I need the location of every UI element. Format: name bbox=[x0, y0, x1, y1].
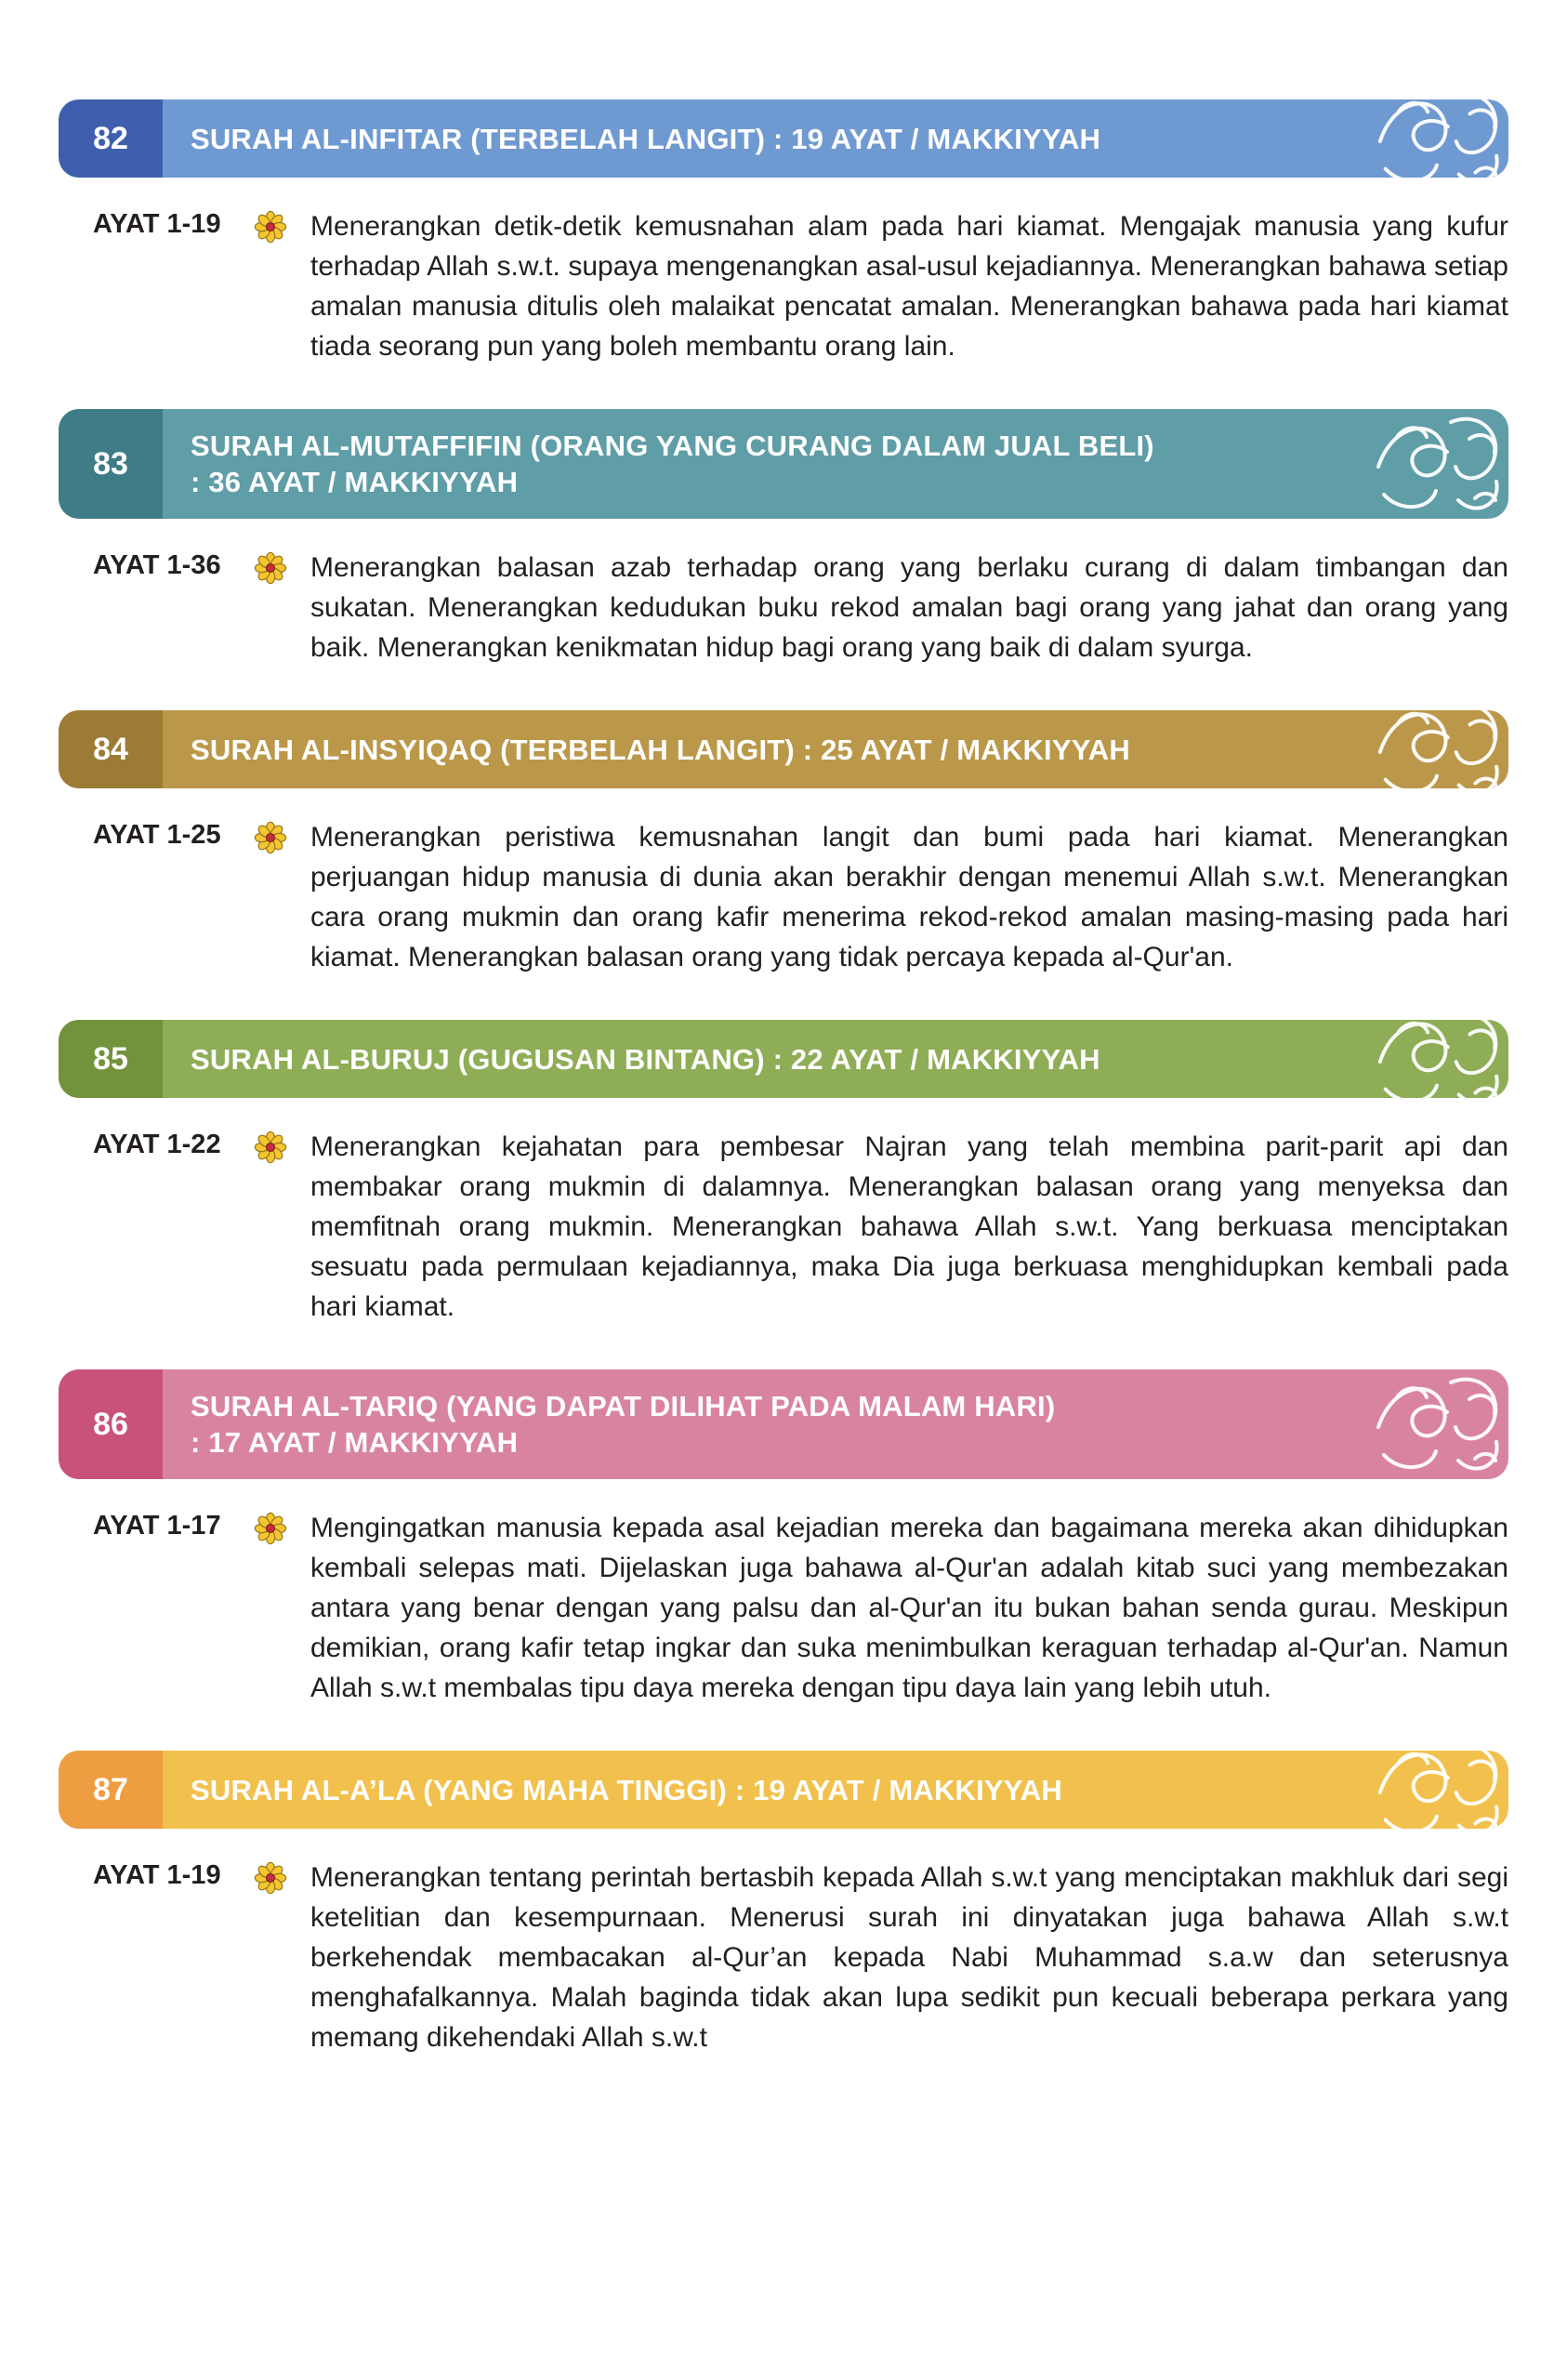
ayat-row bbox=[59, 817, 1508, 977]
flower-bullet-icon bbox=[254, 1130, 287, 1164]
flower-bullet-icon bbox=[254, 551, 287, 585]
surah-title-line1: SURAH AL-INSYIQAQ (TERBELAH LANGIT) : 25 AYAT / MAKKIYYAH bbox=[191, 733, 1130, 766]
surah-title bbox=[163, 409, 1508, 519]
surah-title bbox=[163, 1020, 1508, 1098]
ayat-range-label: AYAT 1-25 bbox=[93, 820, 221, 850]
ayat-range-label: AYAT 1-17 bbox=[93, 1511, 221, 1540]
surah-title bbox=[163, 1369, 1508, 1479]
surah-section bbox=[59, 1751, 1508, 2057]
surah-number-badge bbox=[59, 99, 163, 178]
ayat-row bbox=[59, 1508, 1508, 1708]
ayat-range-label: AYAT 1-19 bbox=[93, 209, 221, 239]
surah-title-line1: SURAH AL-INFITAR (TERBELAH LANGIT) : 19 AYAT / MAKKIYYAH bbox=[191, 122, 1101, 155]
ayat-row bbox=[59, 548, 1508, 668]
surah-section bbox=[59, 710, 1508, 977]
surah-title bbox=[163, 99, 1508, 178]
flower-bullet-icon bbox=[254, 821, 287, 854]
surah-title-line1: SURAH AL-MUTAFFIFIN (ORANG YANG CURANG DALAM JUAL BELI) bbox=[191, 430, 1154, 462]
surah-number: 86 bbox=[93, 1406, 128, 1442]
surah-description: Menerangkan detik-detik kemusnahan alam pada hari kiamat. Mengajak manusia yang kufur terhadap Allah s.w.t. supaya mengenangkan asal-usul kejadiannya. Menerangkan bahawa setiap amalan manusia ditulis oleh malaikat pencatat amalan. Menerangkan bahawa pada hari kiamat tiada seorang pun yang boleh membantu orang lain. bbox=[310, 211, 1508, 362]
surah-description: Menerangkan kejahatan para pembesar Najran yang telah membina parit-parit api dan membakar orang mukmin di dalamnya. Menerangkan balasan orang yang menyeksa dan memfitnah orang mukmin. Menerangkan bahawa Allah s.w.t. Yang berkuasa menciptakan sesuatu pada permulaan kejadiannya, maka Dia juga berkuasa menghidupkan kembali pada hari kiamat. bbox=[310, 1131, 1508, 1322]
surah-section bbox=[59, 1020, 1508, 1327]
surah-title-line1: SURAH AL-TARIQ (YANG DAPAT DILIHAT PADA MALAM HARI) bbox=[191, 1390, 1056, 1422]
ayat-row bbox=[59, 1127, 1508, 1327]
surah-number: 82 bbox=[93, 120, 128, 156]
surah-number-badge bbox=[59, 1020, 163, 1098]
surah-number-badge bbox=[59, 1751, 163, 1829]
ayat-range-label: AYAT 1-19 bbox=[93, 1860, 221, 1890]
flower-bullet-icon bbox=[254, 210, 287, 244]
surah-description: Menerangkan tentang perintah bertasbih kepada Allah s.w.t yang menciptakan makhluk dari segi ketelitian dan kesempurnaan. Menerusi surah ini dinyatakan juga bahawa Allah s.w.t berkehendak membacakan al-Qur’an kepada Nabi Muhammad s.a.w dan seterusnya menghafalkannya. Malah baginda tidak akan lupa sedikit pun kecuali beberapa perkara yang memang dikehendaki Allah s.w.t bbox=[310, 1862, 1508, 2053]
ayat-range-label: AYAT 1-36 bbox=[93, 550, 221, 580]
surah-number: 85 bbox=[93, 1040, 128, 1077]
ayat-row bbox=[59, 1858, 1508, 2057]
surah-number-badge bbox=[59, 710, 163, 788]
surah-number-badge bbox=[59, 1369, 163, 1479]
surah-number: 83 bbox=[93, 445, 128, 482]
surah-summary-list bbox=[59, 99, 1508, 2057]
flower-bullet-icon bbox=[254, 1861, 287, 1895]
surah-title-line1: SURAH AL-BURUJ (GUGUSAN BINTANG) : 22 AYAT / MAKKIYYAH bbox=[191, 1042, 1100, 1076]
surah-section bbox=[59, 99, 1508, 366]
surah-title-line2: : 17 AYAT / MAKKIYYAH bbox=[191, 1426, 519, 1459]
surah-description: Mengingatkan manusia kepada asal kejadian mereka dan bagaimana mereka akan dihidupkan kembali selepas mati. Dijelaskan juga bahawa al-Qur'an adalah kitab suci yang membezakan antara yang benar dengan yang palsu dan al-Qur'an itu bukan bahan senda gurau. Meskipun demikian, orang kafir tetap ingkar dan suka menimbulkan keraguan terhadap al-Qur'an. Namun Allah s.w.t membalas tipu daya mereka dengan tipu daya lain yang lebih utuh. bbox=[310, 1513, 1508, 1703]
surah-number: 87 bbox=[93, 1771, 128, 1807]
surah-header-bar bbox=[59, 1369, 1508, 1479]
surah-description: Menerangkan balasan azab terhadap orang yang berlaku curang di dalam timbangan dan sukatan. Menerangkan kedudukan buku rekod amalan bagi orang yang jahat dan orang yang baik. Menerangkan kenikmatan hidup bagi orang yang baik di dalam syurga. bbox=[310, 552, 1508, 663]
surah-title bbox=[163, 1751, 1508, 1829]
surah-header-bar bbox=[59, 710, 1508, 788]
surah-description: Menerangkan peristiwa kemusnahan langit dan bumi pada hari kiamat. Menerangkan perjuangan hidup manusia di dunia akan berakhir dengan menemui Allah s.w.t. Menerangkan cara orang mukmin dan orang kafir menerima rekod-rekod amalan masing-masing pada hari kiamat. Menerangkan balasan orang yang tidak percaya kepada al-Qur'an. bbox=[310, 822, 1508, 972]
surah-number-badge bbox=[59, 409, 163, 519]
ayat-row bbox=[59, 206, 1508, 366]
ayat-range-label: AYAT 1-22 bbox=[93, 1130, 221, 1159]
surah-number: 84 bbox=[93, 731, 128, 767]
surah-header-bar bbox=[59, 1020, 1508, 1098]
surah-section bbox=[59, 409, 1508, 668]
surah-title-line2: : 36 AYAT / MAKKIYYAH bbox=[191, 466, 519, 498]
surah-header-bar bbox=[59, 99, 1508, 178]
surah-section bbox=[59, 1369, 1508, 1708]
surah-title bbox=[163, 710, 1508, 788]
surah-title-line1: SURAH AL-A’LA (YANG MAHA TINGGI) : 19 AYAT / MAKKIYYAH bbox=[191, 1773, 1063, 1806]
surah-header-bar bbox=[59, 1751, 1508, 1829]
surah-header-bar bbox=[59, 409, 1508, 519]
flower-bullet-icon bbox=[254, 1512, 287, 1545]
